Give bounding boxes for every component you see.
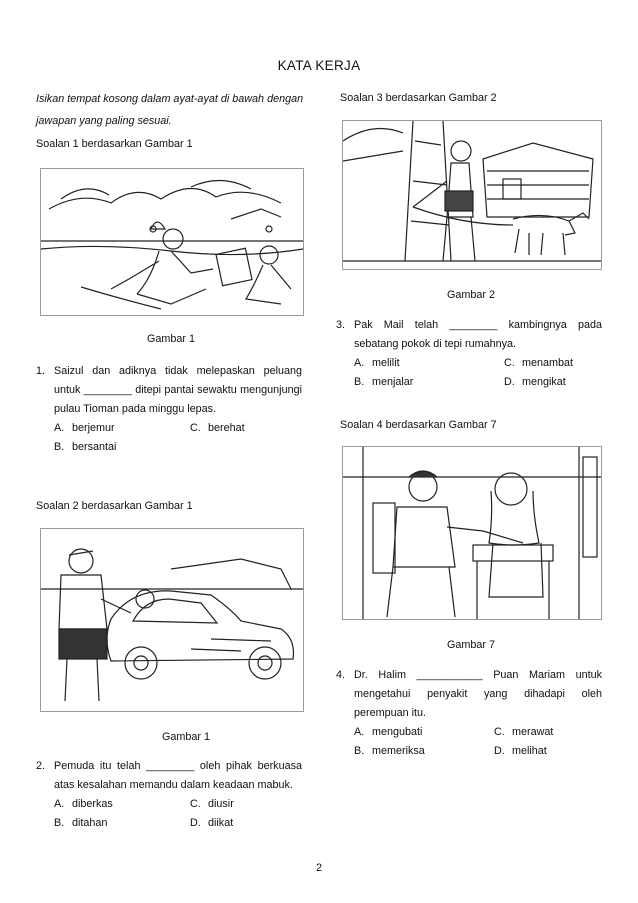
- picture-gambar-2-goat: [342, 120, 602, 270]
- question-2: [36, 757, 302, 835]
- caption-gambar-7: Gambar 7: [446, 639, 495, 651]
- question-4-options: [354, 723, 602, 763]
- option-c[interactable]: C. menambat: [504, 357, 574, 369]
- page-title: KATA KERJA: [277, 58, 361, 73]
- doctor-patient-illustration: [343, 447, 601, 619]
- option-a[interactable]: A. diberkas: [54, 798, 113, 810]
- option-d[interactable]: D. diikat: [190, 817, 234, 829]
- question-number: 1.: [36, 365, 46, 377]
- picture-gambar-7-doctor: [342, 446, 602, 620]
- question-4: [336, 666, 602, 763]
- question-2-options: [54, 795, 302, 835]
- caption-gambar-2: Gambar 2: [446, 289, 495, 301]
- option-a[interactable]: A. berjemur: [54, 422, 115, 434]
- section-label-q3: Soalan 3 berdasarkan Gambar 2: [340, 92, 497, 104]
- beach-illustration: [41, 169, 303, 315]
- question-number: 4.: [336, 669, 346, 681]
- question-1-options: [54, 419, 302, 459]
- question-text: Pemuda itu telah ________ oleh pihak berkuasa atas kesalahan memandu dalam keadaan mabuk.: [54, 760, 302, 791]
- picture-gambar-1-beach: [40, 168, 304, 316]
- option-b[interactable]: B. memeriksa: [354, 745, 425, 757]
- option-b[interactable]: B. ditahan: [54, 817, 108, 829]
- option-c[interactable]: C. merawat: [494, 726, 554, 738]
- option-b[interactable]: B. bersantai: [54, 441, 117, 453]
- option-c[interactable]: C. berehat: [190, 422, 245, 434]
- instruction-text: Isikan tempat kosong dalam ayat-ayat di bawah dengan jawapan yang paling sesuai.: [36, 93, 304, 127]
- question-text: Dr. Halim ___________ Puan Mariam untuk mengetahui penyakit yang dihadapi oleh perempuan itu.: [354, 669, 602, 719]
- question-text: Saizul dan adiknya tidak melepaskan peluang untuk ________ ditepi pantai sewaktu mengunjungi pulau Tioman pada minggu lepas.: [54, 365, 302, 415]
- section-label-q1: Soalan 1 berdasarkan Gambar 1: [36, 138, 193, 150]
- car-illustration: [41, 529, 303, 711]
- question-3-options: [354, 354, 602, 394]
- question-text: Pak Mail telah ________ kambingnya pada sebatang pokok di tepi rumahnya.: [354, 319, 602, 350]
- option-a[interactable]: A. mengubati: [354, 726, 423, 738]
- option-b[interactable]: B. menjalar: [354, 376, 414, 388]
- question-1: [36, 362, 302, 459]
- question-number: 3.: [336, 319, 346, 331]
- question-3: [336, 316, 602, 394]
- section-label-q4: Soalan 4 berdasarkan Gambar 7: [340, 419, 497, 431]
- option-d[interactable]: D. melihat: [494, 745, 547, 757]
- tree-goat-illustration: [343, 121, 601, 269]
- option-c[interactable]: C. diusir: [190, 798, 234, 810]
- picture-gambar-1-car: [40, 528, 304, 712]
- section-label-q2: Soalan 2 berdasarkan Gambar 1: [36, 500, 193, 512]
- question-number: 2.: [36, 760, 46, 772]
- caption-gambar-1-b: Gambar 1: [161, 731, 210, 743]
- page-number: 2: [315, 862, 322, 874]
- caption-gambar-1-a: Gambar 1: [146, 333, 195, 345]
- option-d[interactable]: D. mengikat: [504, 376, 566, 388]
- option-a[interactable]: A. melilit: [354, 357, 400, 369]
